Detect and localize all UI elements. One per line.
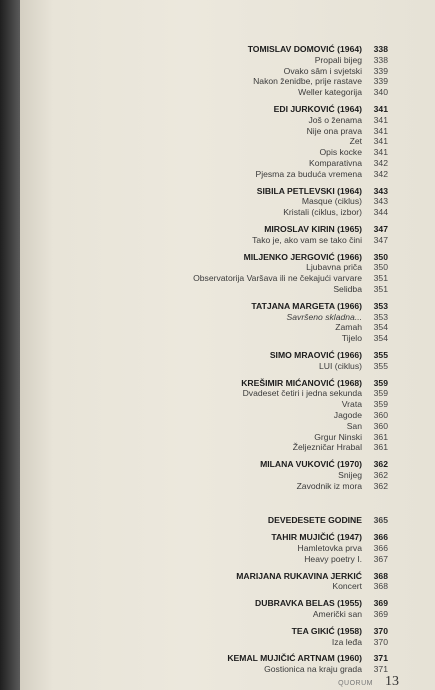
toc-entry-page: 353 [373, 311, 388, 322]
toc-entry-title: SIMO MRAOVIĆ (1966) [269, 349, 362, 360]
toc-entry-page: 367 [373, 553, 388, 564]
toc-entry-title: Hamletovka prva [297, 543, 362, 554]
toc-poem-entry [48, 554, 388, 565]
toc-entry-page: 360 [373, 409, 388, 420]
toc-poem-entry [48, 126, 388, 137]
toc-entry-page: 354 [373, 333, 388, 344]
toc-entry-title: LUI (ciklus) [319, 360, 362, 371]
toc-entry-title: Iza leđa [331, 636, 362, 647]
toc-entry-title: TOMISLAV DOMOVIĆ (1964) [247, 44, 362, 54]
toc-entry-page: 350 [373, 251, 388, 262]
toc-author-entry [48, 532, 388, 543]
toc-entry-page: 343 [373, 196, 388, 207]
toc-poem-entry [48, 284, 388, 295]
toc-poem-entry [48, 66, 388, 77]
toc-poem-entry [48, 481, 388, 492]
toc-entry-page: 341 [373, 136, 388, 147]
page-number: 13 [385, 674, 399, 689]
toc-author-entry [48, 459, 388, 470]
toc-entry-title: EDI JURKOVIĆ (1964) [273, 103, 362, 114]
toc-entry-title: Observatorija Varšava ili ne čekajući varvare [193, 273, 362, 284]
toc-poem-entry [48, 115, 388, 126]
toc-author-entry [48, 104, 388, 115]
toc-entry-page: 361 [373, 431, 388, 442]
toc-entry-title: Vrata [341, 399, 362, 410]
toc-author-entry [48, 626, 388, 637]
toc-entry-page: 370 [373, 636, 388, 647]
toc-entry-page: 342 [373, 168, 388, 179]
toc-entry-title: Ovako sâm i svjetski [283, 65, 362, 76]
toc-entry-title: Zet [349, 136, 362, 147]
toc-entry-title: TEA GIKIĆ (1958) [291, 625, 362, 636]
toc-entry-title: MARIJANA RUKAVINA JERKIĆ [236, 570, 362, 581]
toc-entry-page: 368 [373, 581, 388, 592]
toc-entry-title: KEMAL MUJIČIĆ ARTNAM (1960) [227, 653, 362, 664]
toc-poem-entry [48, 421, 388, 432]
toc-poem-entry [48, 312, 388, 323]
toc-entry-title: KREŠIMIR MIĆANOVIĆ (1968) [241, 377, 362, 388]
toc-entry-title: Masque (ciklus) [301, 196, 362, 207]
toc-entry-page: 362 [373, 459, 388, 470]
toc-entry-page: 341 [373, 147, 388, 158]
toc-entry-title: Tijelo [341, 333, 362, 344]
toc-entry-page: 339 [373, 65, 388, 76]
toc-poem-entry [48, 136, 388, 147]
toc-poem-entry [48, 432, 388, 443]
toc-poem-entry [48, 169, 388, 180]
toc-poem-entry [48, 147, 388, 158]
toc-entry-page: 343 [373, 185, 388, 196]
toc-entry-page: 341 [373, 125, 388, 136]
book-spine-shadow [0, 0, 20, 690]
toc-entry-page: 362 [373, 480, 388, 491]
toc-poem-entry [48, 196, 388, 207]
toc-author-entry [48, 186, 388, 197]
toc-entry-page: 366 [373, 532, 388, 543]
toc-entry-page: 341 [373, 103, 388, 114]
toc-entry-title: Jagode [333, 409, 362, 420]
toc-author-entry [48, 350, 388, 361]
toc-entry-title: MILJENKO JERGOVIĆ (1966) [243, 251, 362, 262]
toc-poem-entry [48, 262, 388, 273]
toc-entry-page: 360 [373, 420, 388, 431]
toc-poem-entry [48, 664, 388, 675]
toc-poem-entry [48, 470, 388, 481]
toc-entry-title: MILANA VUKOVIĆ (1970) [260, 459, 362, 470]
toc-entry-title: San [346, 420, 362, 431]
toc-poem-entry [48, 207, 388, 218]
toc-entry-page: 338 [373, 44, 388, 54]
toc-author-entry [48, 653, 388, 664]
toc-entry-title: DEVEDESETE GODINE [267, 515, 362, 526]
toc-author-entry [48, 598, 388, 609]
toc-entry-page: 339 [373, 76, 388, 87]
toc-entry-page: 369 [373, 598, 388, 609]
toc-poem-entry [48, 442, 388, 453]
toc-poem-entry [48, 609, 388, 620]
toc-entry-page: 371 [373, 664, 388, 675]
toc-section-heading [48, 515, 388, 526]
toc-entry-title: Selidba [333, 283, 362, 294]
toc-entry-title: Nije ona prava [306, 125, 362, 136]
toc-entry-page: 362 [373, 469, 388, 480]
toc-entry-page: 354 [373, 322, 388, 333]
toc-entry-page: 342 [373, 157, 388, 168]
toc-entry-page: 355 [373, 360, 388, 371]
publisher-mark: QUORUM [338, 680, 373, 687]
toc-poem-entry [48, 235, 388, 246]
toc-entry-title: MIROSLAV KIRIN (1965) [264, 223, 362, 234]
toc-entry-title: Nakon ženidbe, prije rastave [253, 76, 362, 87]
toc-entry-title: Kristali (ciklus, izbor) [283, 207, 362, 218]
toc-entry-page: 338 [373, 54, 388, 65]
toc-entry-title: Željezničar Hrabal [292, 442, 362, 453]
toc-entry-title: TATJANA MARGETA (1966) [251, 300, 362, 311]
toc-entry-title: TAHIR MUJIČIĆ (1947) [271, 532, 362, 543]
toc-poem-entry [48, 87, 388, 98]
toc-poem-entry [48, 399, 388, 410]
toc-entry-page: 359 [373, 399, 388, 410]
toc-author-entry [48, 252, 388, 263]
toc-entry-title: Još o ženama [308, 114, 362, 125]
toc-entry-title: SIBILA PETLEVSKI (1964) [256, 185, 362, 196]
toc-entry-page: 344 [373, 207, 388, 218]
toc-entry-title: Komparativna [308, 157, 362, 168]
toc-entry-page: 371 [373, 653, 388, 664]
toc-poem-entry [48, 637, 388, 648]
toc-author-entry [48, 378, 388, 389]
toc-entry-page: 361 [373, 442, 388, 453]
toc-entry-title: Heavy poetry I. [304, 553, 362, 564]
toc-entry-title: Pjesma za buduća vremena [255, 168, 362, 179]
toc-entry-title: Propali bijeg [314, 54, 362, 65]
toc-poem-entry [48, 158, 388, 169]
toc-poem-entry [48, 273, 388, 284]
toc-poem-entry [48, 76, 388, 87]
toc-entry-title: Dvadeset četiri i jedna sekunda [242, 388, 362, 399]
toc-entry-title: Snijeg [338, 469, 362, 480]
toc-entry-page: 351 [373, 273, 388, 284]
toc-entry-title: Zamah [335, 322, 362, 333]
toc-entry-page: 355 [373, 349, 388, 360]
toc-entry-title: Zavodnik iz mora [296, 480, 362, 491]
toc-author-entry [48, 301, 388, 312]
toc-poem-entry [48, 581, 388, 592]
toc-entry-page: 359 [373, 377, 388, 388]
page-footer [338, 674, 399, 690]
toc-entry-page: 365 [373, 515, 388, 526]
toc-entry-title: DUBRAVKA BELAS (1955) [255, 598, 362, 609]
toc-poem-entry [48, 322, 388, 333]
toc-entry-page: 351 [373, 283, 388, 294]
toc-entry-page: 369 [373, 609, 388, 620]
toc-entry-page: 340 [373, 87, 388, 98]
toc-poem-entry [48, 388, 388, 399]
toc-entry-title: Gostionica na kraju grada [264, 664, 362, 675]
toc-author-entry [48, 571, 388, 582]
toc-entry-page: 370 [373, 625, 388, 636]
toc-entry-title: Koncert [332, 581, 362, 592]
toc-entry-page: 350 [373, 262, 388, 273]
toc-entry-title: Američki san [312, 609, 362, 620]
toc-entry-page: 353 [373, 300, 388, 311]
toc-entry-title: Grgur Ninski [314, 431, 362, 442]
toc-poem-entry [48, 55, 388, 66]
toc-entry-page: 368 [373, 570, 388, 581]
toc-entry-page: 341 [373, 114, 388, 125]
toc-author-entry [48, 224, 388, 235]
toc-entry-title: Tako je, ako vam se tako čini [252, 234, 362, 245]
toc-entry-title: Savršeno skladna... [286, 311, 362, 322]
toc-author-entry [48, 44, 388, 55]
toc-entry-page: 366 [373, 543, 388, 554]
toc-entry-page: 359 [373, 388, 388, 399]
toc-poem-entry [48, 361, 388, 372]
toc-poem-entry [48, 333, 388, 344]
toc-poem-entry [48, 410, 388, 421]
table-of-contents [48, 44, 388, 675]
toc-poem-entry [48, 543, 388, 554]
book-page [20, 0, 435, 690]
toc-entry-page: 347 [373, 234, 388, 245]
toc-entry-title: Ljubavna priča [306, 262, 362, 273]
toc-entry-page: 347 [373, 223, 388, 234]
toc-entry-title: Opis kocke [319, 147, 362, 158]
toc-entry-title: Weller kategorija [298, 87, 362, 98]
